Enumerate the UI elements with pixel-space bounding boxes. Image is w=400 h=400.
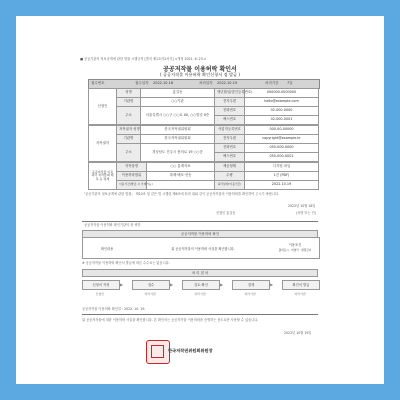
work-label: 저작물명	[117, 163, 147, 172]
work-value: 2022.10.19	[245, 181, 319, 190]
rights-value: 055-000-0001	[245, 153, 319, 162]
period-value: 7일	[287, 81, 293, 85]
work-value: ○○ 통계자료	[147, 163, 215, 172]
arrow-right-icon: ▶	[120, 282, 124, 287]
section-divider	[82, 314, 318, 315]
sign-seal-label: (서명 또는 인)	[296, 211, 316, 215]
applicant-value: 서울특별시 ○○구 ○○로 00, ○○빌딩 0층	[141, 107, 215, 125]
process-section	[82, 269, 318, 277]
form-header-note: ■ 공공기관의 정보공개에 관한 법률 시행규칙 [별지 제1호의2서식] <개정 2021. 6. 23.>	[80, 57, 207, 61]
document-title: 공공저작물 이용허락 확인서	[163, 66, 237, 73]
process-actor: 처리기관	[294, 292, 306, 296]
rights-label: 기관명	[117, 135, 141, 144]
permit-left-label: 확인내용	[100, 247, 114, 251]
work-label: 수량	[215, 172, 245, 181]
arrow-right-icon: ▶	[220, 282, 224, 287]
rights-label: 팩스번호	[215, 153, 245, 162]
issuing-organization: 한국저작권위원회위원장	[168, 348, 213, 353]
recipient-line: 공공저작물 이용허락 확인기관의 장 귀하	[84, 223, 141, 227]
applicant-label: 기관명	[117, 98, 141, 107]
applicant-value: ○○기관	[141, 98, 215, 107]
rights-value: copyright@example.kr	[245, 135, 319, 144]
applicant-value: hello@example.com	[245, 98, 319, 107]
rights-label: 전자우편	[215, 135, 245, 144]
process-step: 검토·확인	[182, 280, 220, 290]
rights-label: 주소	[117, 144, 141, 162]
process-date: 2022.10.19	[217, 81, 238, 85]
applicant-label: 전화번호	[215, 107, 245, 116]
process-date-label: 처리일자	[199, 81, 213, 85]
process-step: 확인서 발급	[282, 280, 320, 290]
process-header: 처 리 절 차	[82, 269, 318, 277]
receipt-no-label: 접수번호	[91, 81, 105, 85]
process-steps	[82, 280, 318, 302]
section-divider	[82, 221, 318, 222]
work-label: 허락일자(이용기간)	[215, 181, 245, 190]
applicant-label: 팩스번호	[215, 116, 245, 125]
work-value	[147, 181, 215, 190]
rights-label: 저작권자 성명	[117, 126, 141, 135]
process-actor: 처리기관	[144, 292, 156, 296]
process-step: 결재	[232, 280, 270, 290]
rights-value: 000-00-00000	[245, 126, 319, 135]
rights-section-label: 저작권자	[89, 126, 117, 162]
sign-name: 신청인 홍길동	[216, 211, 236, 215]
work-label: 이용허락범위	[117, 172, 147, 181]
process-step: 접수	[132, 280, 170, 290]
work-value: 복제·배포·전송	[147, 172, 215, 181]
rights-label: 전화번호	[215, 144, 245, 153]
applicant-label: 전자우편	[215, 98, 245, 107]
document-subtitle: ( 공공저작물 이용허락 확인신청서 겸 발급 )	[159, 72, 241, 77]
rights-value: 경상남도 진주시 충의로 19 ○○층	[141, 144, 215, 162]
work-value: 1건 (PDF)	[245, 172, 319, 181]
official-seal	[146, 340, 170, 364]
process-step: 신청서 작성	[82, 280, 120, 290]
final-date: 2022년 10월 19일	[284, 331, 312, 335]
document-page	[16, 16, 384, 384]
work-label: 이용기간(발급 시 기재가능)	[117, 181, 147, 190]
work-value: 디지털 파일	[245, 163, 319, 172]
permit-box	[82, 237, 320, 259]
rights-value: 한국저작권위원회	[141, 135, 215, 144]
rights-value: 055-000-0000	[245, 144, 319, 153]
applicant-label: 생년월일(법인등록번호)	[215, 89, 245, 98]
work-label: 제공형태	[215, 163, 245, 172]
process-actor: 신청인	[95, 292, 105, 296]
rights-holder-table	[88, 125, 319, 162]
applicant-section-label: 신청인	[89, 89, 117, 125]
issue-date-note: 공공저작물 이용허락 확인일 : 2022. 10. 19.	[82, 307, 146, 311]
rights-value: 한국저작권위원회	[141, 126, 215, 135]
receipt-date-label: 접수일자	[135, 81, 149, 85]
applicant-table	[88, 88, 319, 125]
permit-mid-text: 위 공공저작물의 이용허락 사실을 확인합니다.	[171, 247, 235, 251]
permit-right-label: 이용조건	[288, 243, 302, 247]
applicant-label: 주소	[117, 107, 141, 125]
arrow-right-icon: ▶	[270, 282, 274, 287]
applicant-value: 000000-0000000	[245, 89, 319, 98]
process-actor: 처리기관	[244, 292, 256, 296]
legal-statement: 「공공기관의 정보공개에 관한 법률」 제10조 및 같은 법 시행령 제6조에 따라 위와 같이 공공저작물의 이용허락을 확인하여 주시기 바랍니다.	[82, 192, 279, 196]
work-section-label: 공공저작물 이용허락 저작물의 제목 등 명세	[89, 163, 117, 190]
applicant-value: 02-000-0001	[245, 116, 319, 125]
permit-header: 공공저작물 이용허락 확인	[82, 230, 318, 238]
permit-right-text: 출처표시 · 비영리 · 변경금지	[278, 249, 312, 252]
arrow-right-icon: ▶	[170, 282, 174, 287]
rights-label: 사업자등록번호	[215, 126, 245, 135]
applicant-value: 홍길동	[141, 89, 215, 98]
applicant-value: 02-000-0000	[245, 107, 319, 116]
footnote: 위 공공저작물에 대한 이용허락 사실을 확인합니다. 본 확인서는 공공저작물 이용허락을 증명하는 용도로만 사용할 수 있습니다.	[82, 318, 259, 322]
receipt-date: 2022.10.18	[153, 81, 174, 85]
work-table	[88, 162, 319, 190]
process-actor: 처리기관	[194, 292, 206, 296]
sign-date: 2022년 10월 18일	[288, 204, 316, 208]
applicant-label: 성명	[117, 89, 141, 98]
fee-note: ※ 공공저작물 이용허락 확인서 발급에 따른 수수료는 없습니다.	[82, 261, 170, 265]
period-label: 처리기간	[265, 81, 279, 85]
